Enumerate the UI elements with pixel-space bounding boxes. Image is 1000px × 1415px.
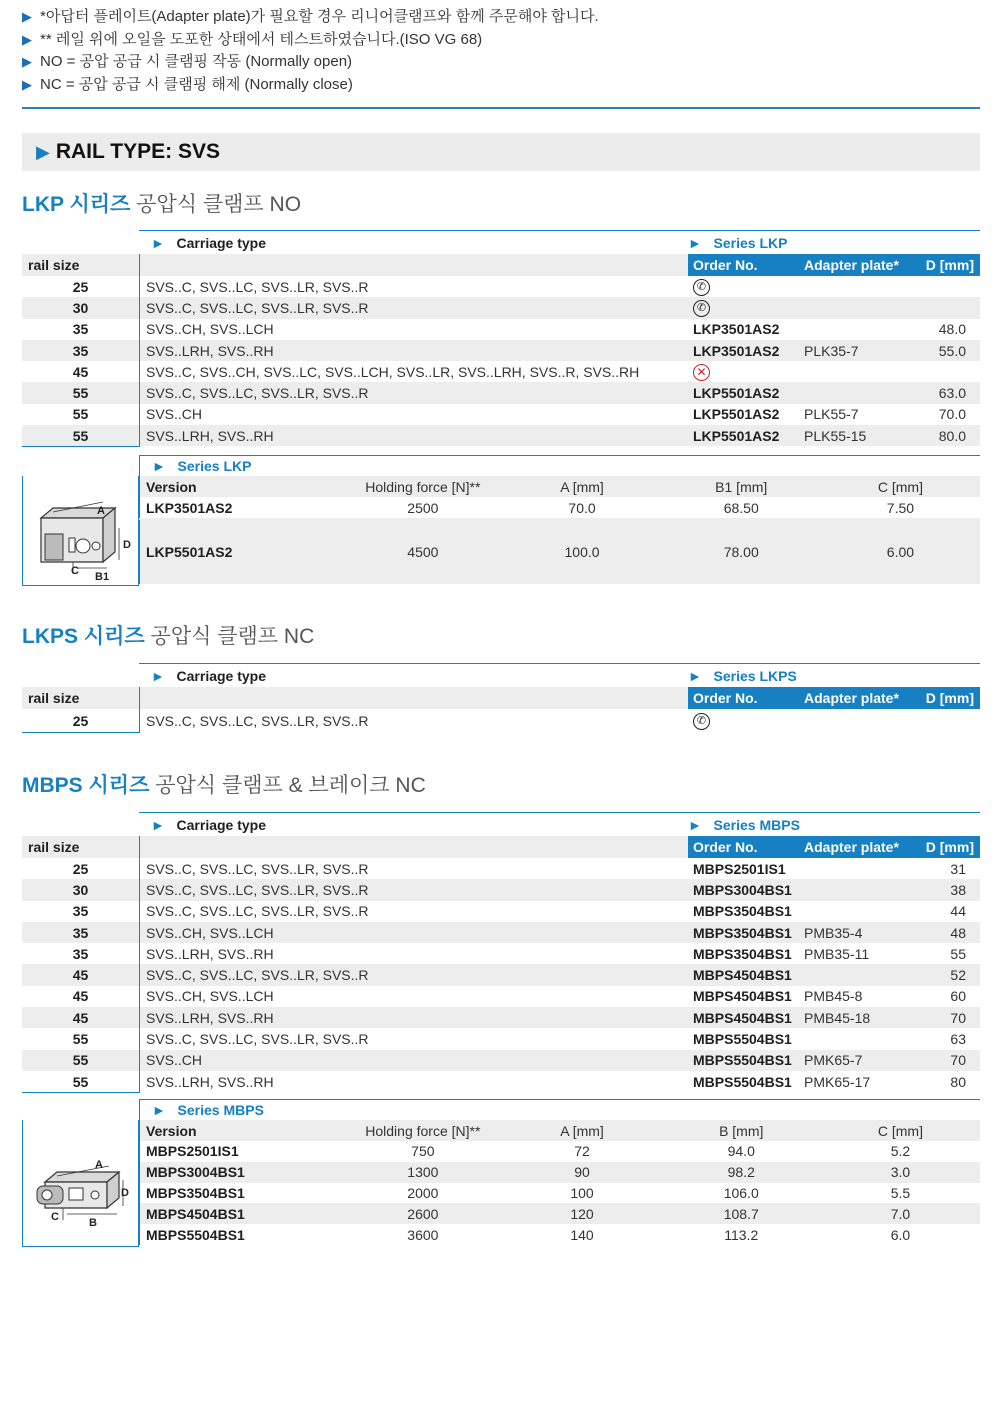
order-no-cell: MBPS3504BS1 xyxy=(693,945,792,962)
a-cell: 140 xyxy=(570,1226,594,1243)
diagram-label-a: A xyxy=(97,505,105,517)
version-cell: MBPS2501IS1 xyxy=(146,1143,239,1160)
phone-icon: ✆ xyxy=(693,300,710,317)
d-cell: 55 xyxy=(950,945,966,962)
lkp-rows xyxy=(22,276,980,447)
note-item xyxy=(22,29,982,52)
note-item xyxy=(22,74,982,97)
force-cell: 3600 xyxy=(407,1226,439,1243)
rail-size-cell: 35 xyxy=(72,945,89,962)
triangle-bullet-icon: ► xyxy=(152,1102,166,1118)
a-cell: 120 xyxy=(570,1205,594,1222)
b-cell: 98.2 xyxy=(727,1164,755,1181)
rail-size-cell: 45 xyxy=(72,363,89,380)
table-row xyxy=(22,361,980,382)
order-no-cell: MBPS3504BS1 xyxy=(693,903,792,920)
series-name: LKPS 시리즈 xyxy=(22,625,145,648)
table-row: 25 SVS..C, SVS..LC, SVS..LR, SVS..R ✆ xyxy=(22,709,980,732)
carriage-type-cell: SVS..C, SVS..LC, SVS..LR, SVS..R xyxy=(146,278,369,295)
spec-series-header: ► Series MBPS xyxy=(139,1099,980,1120)
triangle-bullet-icon: ▶ xyxy=(36,142,50,162)
order-no-cell: MBPS4504BS1 xyxy=(693,967,792,984)
carriage-type-cell: SVS..C, SVS..LC, SVS..LR, SVS..R xyxy=(146,385,369,402)
force-cell: 1300 xyxy=(407,1164,439,1181)
spec-series-header: ► Series LKP xyxy=(139,455,980,476)
order-no-cell: LKP5501AS2 xyxy=(693,406,780,423)
rail-size-header: rail size xyxy=(28,257,80,273)
table-row xyxy=(22,879,980,900)
adapter-plate-cell: PMB35-11 xyxy=(804,945,870,962)
rail-size-cell: 55 xyxy=(72,427,89,444)
order-no-cell: LKP5501AS2 xyxy=(693,427,780,444)
d-cell: 38 xyxy=(950,881,966,898)
order-no-cell xyxy=(688,298,800,317)
triangle-bullet-icon: ► xyxy=(151,667,165,684)
table-row xyxy=(22,1028,980,1049)
carriage-type-cell: SVS..LRH, SVS..RH xyxy=(146,1009,274,1026)
triangle-bullet-icon: ► xyxy=(152,458,166,474)
table-row xyxy=(22,340,980,361)
version-cell: MBPS3504BS1 xyxy=(146,1184,245,1201)
note-item xyxy=(22,6,982,29)
table-header-top xyxy=(139,230,980,254)
table-header-sub: rail size Order No. Adapter plate* D [mm] xyxy=(22,836,980,858)
table-row xyxy=(22,964,980,985)
mbps-rows xyxy=(22,858,980,1093)
series-name: MBPS 시리즈 xyxy=(22,774,150,797)
rail-size-cell: 30 xyxy=(72,881,89,898)
b-cell: 108.7 xyxy=(723,1205,759,1222)
triangle-bullet-icon: ► xyxy=(151,234,165,251)
triangle-bullet-icon: ▶ xyxy=(22,9,32,24)
notes-list xyxy=(22,6,982,96)
table-row xyxy=(22,1050,980,1071)
divider xyxy=(139,254,140,276)
d-cell: 44 xyxy=(950,903,966,920)
table-row xyxy=(22,425,980,446)
table-header-sub xyxy=(22,254,980,276)
triangle-bullet-icon: ▶ xyxy=(22,76,32,92)
order-no-cell: MBPS5504BS1 xyxy=(693,1052,792,1069)
adapter-plate-cell: PLK35-7 xyxy=(804,342,859,359)
adapter-plate-cell: PMB45-18 xyxy=(804,1009,871,1026)
rail-size-cell: 45 xyxy=(72,988,89,1005)
c-cell: 3.0 xyxy=(890,1164,911,1181)
c-cell: 7.0 xyxy=(890,1205,911,1222)
carriage-type-cell: SVS..CH xyxy=(146,1052,203,1069)
d-header: D [mm] xyxy=(925,257,974,273)
adapter-plate-cell: PMB45-8 xyxy=(804,988,863,1005)
order-no-header: Order No. xyxy=(693,257,758,273)
rail-size-cell: 25 xyxy=(72,860,89,877)
order-no-cell: LKP3501AS2 xyxy=(693,342,780,359)
d-cell: 70 xyxy=(950,1052,966,1069)
carriage-type-cell: SVS..C, SVS..LC, SVS..LR, SVS..R xyxy=(146,903,369,920)
order-no-cell: MBPS2501IS1 xyxy=(693,860,786,877)
version-cell: MBPS5504BS1 xyxy=(146,1226,245,1243)
lkp-spec-table xyxy=(22,455,980,584)
series-desc: 공압식 클램프 NO xyxy=(130,193,302,216)
carriage-type-cell: SVS..LRH, SVS..RH xyxy=(146,1073,274,1090)
triangle-bullet-icon: ► xyxy=(688,234,702,251)
adapter-plate-cell: PMK65-7 xyxy=(804,1052,863,1069)
rail-size-cell: 55 xyxy=(72,1031,89,1048)
triangle-bullet-icon: ► xyxy=(151,816,165,833)
mbps-spec-rows xyxy=(22,1141,980,1245)
d-cell: 48.0 xyxy=(938,321,966,338)
force-cell: 2000 xyxy=(407,1184,439,1201)
table-header-sub: rail size Order No. Adapter plate* D [mm] xyxy=(22,687,980,709)
spec-row xyxy=(139,1203,980,1224)
spec-row xyxy=(139,1183,980,1204)
brake-diagram-icon xyxy=(23,1120,138,1245)
carriage-type-cell: SVS..CH xyxy=(146,406,203,423)
spec-column-header: Version Holding force [N]** A [mm] B [mm] C [mm] xyxy=(139,1120,980,1141)
lkps-carriage-table xyxy=(22,663,980,733)
note-text: NO = 공압 공급 시 클램핑 작동 (Normally open) xyxy=(40,53,353,70)
series-desc: 공압식 클램프 & 브레이크 NC xyxy=(149,774,426,797)
carriage-type-cell: SVS..LRH, SVS..RH xyxy=(146,342,274,359)
table-header-top: ► Carriage type ► Series MBPS xyxy=(139,812,980,836)
b-cell: 113.2 xyxy=(724,1226,759,1243)
rail-size-cell: 55 xyxy=(72,406,89,423)
note-text: ** 레일 위에 오일을 도포한 상태에서 테스트하였습니다.(ISO VG 68) xyxy=(40,30,483,48)
divider xyxy=(22,107,980,109)
version-cell: MBPS4504BS1 xyxy=(146,1205,245,1222)
d-cell: 63 xyxy=(950,1031,966,1048)
lkp-section-title xyxy=(22,188,301,218)
order-no-cell xyxy=(688,277,800,296)
triangle-bullet-icon: ► xyxy=(688,816,702,833)
table-row xyxy=(22,1007,980,1028)
note-text: *아답터 플레이트(Adapter plate)가 필요할 경우 리니어클램프와 함께 주문해야 합니다. xyxy=(40,8,599,25)
a-cell: 90 xyxy=(574,1164,590,1181)
rail-type-title: RAIL TYPE: SVS xyxy=(55,140,220,163)
d-cell: 60 xyxy=(950,988,966,1005)
series-name: LKP 시리즈 xyxy=(22,193,131,216)
spec-row xyxy=(139,1162,980,1183)
carriage-type-cell: SVS..LRH, SVS..RH xyxy=(146,945,274,962)
mbps-diagram-box xyxy=(22,1120,139,1247)
d-cell: 80.0 xyxy=(938,427,966,444)
spec-row xyxy=(139,1224,980,1245)
adapter-plate-header: Adapter plate* xyxy=(804,257,899,273)
rail-size-cell: 55 xyxy=(72,1073,89,1090)
table-header-top: ► Carriage type ► Series LKPS xyxy=(139,663,980,687)
carriage-type-cell: SVS..LRH, SVS..RH xyxy=(146,427,274,444)
b-cell: 106.0 xyxy=(723,1184,759,1201)
rail-size-cell: 25 xyxy=(72,278,89,295)
order-no-cell: LKP5501AS2 xyxy=(693,385,780,402)
spec-row xyxy=(139,1141,980,1162)
table-row xyxy=(22,943,980,964)
unavailable-icon: ✕ xyxy=(693,364,710,381)
d-cell: 63.0 xyxy=(938,385,966,402)
phone-icon: ✆ xyxy=(693,279,710,296)
carriage-type-cell: SVS..C, SVS..CH, SVS..LC, SVS..LCH, SVS..LR, SVS..LRH, SVS..R, SVS..RH xyxy=(146,363,640,380)
order-no-cell: MBPS5504BS1 xyxy=(693,1073,792,1090)
a-cell: 72 xyxy=(574,1143,590,1160)
rail-size-cell: 35 xyxy=(72,342,89,359)
adapter-plate-cell: PMK65-17 xyxy=(804,1073,871,1090)
series-desc: 공압식 클램프 NC xyxy=(144,625,315,648)
adapter-plate-cell: PLK55-7 xyxy=(804,406,859,423)
rail-size-cell: 55 xyxy=(72,1052,89,1069)
d-cell: 48 xyxy=(950,924,966,941)
lkp-carriage-table xyxy=(22,230,980,447)
adapter-plate-cell: PLK55-15 xyxy=(804,427,867,444)
table-row xyxy=(22,1071,980,1092)
table-row xyxy=(22,297,980,318)
c-cell: 5.2 xyxy=(890,1143,911,1160)
carriage-type-cell: SVS..CH, SVS..LCH xyxy=(146,321,274,338)
d-cell: 52 xyxy=(950,967,966,984)
d-cell: 70.0 xyxy=(938,406,966,423)
order-no-cell: MBPS5504BS1 xyxy=(693,1031,792,1048)
a-cell: 100 xyxy=(570,1184,594,1201)
order-header-bar xyxy=(688,254,980,276)
carriage-type-cell: SVS..C, SVS..LC, SVS..LR, SVS..R xyxy=(146,1031,369,1048)
mbps-spec-table xyxy=(22,1099,980,1245)
version-cell: MBPS3004BS1 xyxy=(146,1164,245,1181)
diagram-label-a: A xyxy=(95,1159,103,1171)
series-header: ► Series LKP xyxy=(688,234,788,251)
c-cell: 6.0 xyxy=(890,1226,911,1243)
table-row xyxy=(22,319,980,340)
diagram-label-c: C xyxy=(71,565,79,577)
diagram-label-c: C xyxy=(51,1211,59,1223)
force-cell: 750 xyxy=(411,1143,435,1160)
carriage-type-cell: SVS..CH, SVS..LCH xyxy=(146,924,274,941)
rail-size-cell: 55 xyxy=(72,385,89,402)
spec-row: LKP5501AS2 4500 100.0 78.00 6.00 xyxy=(139,520,980,584)
diagram-label-d: D xyxy=(123,539,131,551)
note-text: NC = 공압 공급 시 클램핑 해제 (Normally close) xyxy=(40,75,353,93)
order-no-cell: LKP3501AS2 xyxy=(693,321,780,338)
rail-size-cell: 45 xyxy=(72,1009,89,1026)
table-row xyxy=(22,922,980,943)
c-cell: 5.5 xyxy=(890,1184,911,1201)
carriage-type-cell: SVS..C, SVS..LC, SVS..LR, SVS..R xyxy=(146,967,369,984)
order-no-cell: MBPS3504BS1 xyxy=(693,924,792,941)
order-no-cell: MBPS4504BS1 xyxy=(693,988,792,1005)
lkp-diagram-box xyxy=(22,476,139,586)
triangle-bullet-icon: ▶ xyxy=(22,31,32,47)
adapter-plate-cell: PMB35-4 xyxy=(804,924,863,941)
carriage-type-cell: SVS..CH, SVS..LCH xyxy=(146,988,274,1005)
carriage-type-header: ► Carriage type xyxy=(151,234,267,251)
table-row xyxy=(22,404,980,425)
carriage-type-cell: SVS..C, SVS..LC, SVS..LR, SVS..R xyxy=(146,299,369,316)
order-no-cell: MBPS4504BS1 xyxy=(693,1009,792,1026)
order-no-cell xyxy=(688,363,800,381)
carriage-type-cell: SVS..C, SVS..LC, SVS..LR, SVS..R xyxy=(146,860,369,877)
triangle-bullet-icon: ► xyxy=(688,667,702,684)
clamp-diagram-icon xyxy=(23,476,138,584)
carriage-type-cell: SVS..C, SVS..LC, SVS..LR, SVS..R xyxy=(146,881,369,898)
spec-row: LKP3501AS2 2500 70.0 68.50 7.50 xyxy=(139,497,980,518)
spec-column-header: Version Holding force [N]** A [mm] B1 [mm] C [mm] xyxy=(139,476,980,497)
d-cell: 70 xyxy=(950,1009,966,1026)
lkps-section-title xyxy=(22,620,314,650)
rail-size-cell: 35 xyxy=(72,924,89,941)
table-row xyxy=(22,986,980,1007)
table-row xyxy=(22,382,980,403)
d-cell: 80 xyxy=(950,1073,966,1090)
note-item xyxy=(22,51,982,74)
rail-size-cell: 35 xyxy=(72,903,89,920)
diagram-label-d: D xyxy=(121,1187,129,1199)
diagram-label-b: B1 xyxy=(95,571,110,583)
rail-size-cell: 45 xyxy=(72,967,89,984)
rail-size-cell: 30 xyxy=(72,299,89,316)
diagram-label-b: B xyxy=(89,1217,97,1229)
order-no-cell: MBPS3004BS1 xyxy=(693,881,792,898)
rail-size-cell: 35 xyxy=(72,321,89,338)
mbps-section-title xyxy=(22,769,426,799)
table-row xyxy=(22,901,980,922)
rail-type-banner xyxy=(22,133,980,171)
force-cell: 2600 xyxy=(407,1205,439,1222)
mbps-carriage-table xyxy=(22,812,980,1093)
b-cell: 94.0 xyxy=(727,1143,755,1160)
d-cell: 31 xyxy=(950,860,966,877)
d-cell: 55.0 xyxy=(938,342,966,359)
table-row xyxy=(22,858,980,879)
phone-icon: ✆ xyxy=(693,713,710,730)
table-row xyxy=(22,276,980,297)
triangle-bullet-icon: ▶ xyxy=(22,54,32,69)
